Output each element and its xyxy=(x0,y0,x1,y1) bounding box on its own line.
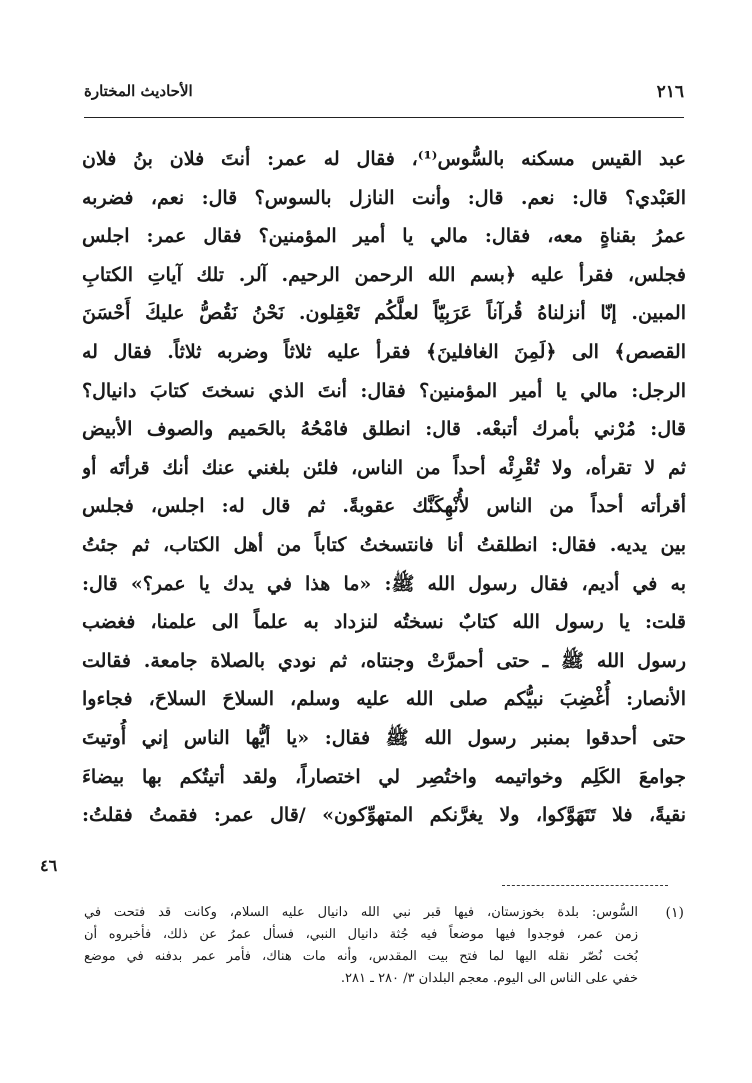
text-line: فجلس، فقرأ عليه ﴿بسم الله الرحمن الرحيم. آلر. تلك آياتِ الكتابِ xyxy=(82,263,686,286)
page-header xyxy=(84,82,684,110)
text-line: العَبْدي؟ قال: نعم. قال: وأنت النازل بالسوس؟ قال: نعم، فضربه xyxy=(82,186,686,209)
footnote-marker: (١) xyxy=(665,905,684,921)
text-line: عمرُ بقناةٍ معه، فقال: مالي يا أمير المؤمنين؟ فقال عمر: اجلس xyxy=(82,225,686,248)
footnote-line: خفي على الناس الى اليوم. معجم البلدان ٣/ ٢٨٠ ـ ٢٨١. xyxy=(340,971,638,986)
header-rule xyxy=(84,117,684,118)
text-line: نقيةً، فلا تَتَهَوَّكوا، ولا يغرَّنكم المتهوِّكون» /قال عمر: فقمتُ فقلتُ: xyxy=(82,804,686,827)
text-line: ثم لا تقرأه، ولا تُقْرِئْه أحداً من الناس، فلئن بلغني عنك أنك قرأتَه أو xyxy=(82,456,686,479)
text-line: أقرأته أحداً من الناس لأُنْهِكَنَّك عقوبةً. ثم قال له: اجلس، فجلس xyxy=(82,495,686,518)
text-line: به في أديم، فقال رسول الله ﷺ: «ما هذا في يدك يا عمر؟» قال: xyxy=(82,572,686,595)
footnote-body xyxy=(84,902,638,990)
text-line: قال: مُرْني بأمرك أتبعْه. قال: انطلق فامْحُهُ بالحَميم والصوف الأبيض xyxy=(82,418,686,441)
margin-page-reference: ٤٦ xyxy=(40,856,58,875)
text-line: رسول الله ﷺ ـ حتى أحمرَّتْ وجنتاه، ثم نودي بالصلاة جامعة. فقالت xyxy=(82,649,686,672)
text-line: الرجل: مالي يا أمير المؤمنين؟ فقال: أنتَ الذي نسختَ كتابَ دانيال؟ xyxy=(82,379,686,402)
text-line: عبد القيس مسكنه بالسُّوس⁽¹⁾، فقال له عمر: أنتَ فلان بنُ فلان xyxy=(82,148,686,170)
text-line: حتى أحدقوا بمنبر رسول الله ﷺ فقال: «يا أيُّها الناس إني أُوتيتَ xyxy=(82,726,686,749)
footnote-line: زمن عمر، فوجدوا فيها موضعاً فيه جُثة دانيال النبي، فسأل عمرُ عن ذلك، فأخبروه أن xyxy=(84,927,638,942)
page-number: ٢١٦ xyxy=(656,82,684,102)
text-line: القصص﴾ الى ﴿لَمِنَ الغافلينَ﴾ فقرأ عليه ثلاثاً وضربه ثلاثاً. فقال له xyxy=(82,340,686,363)
footnote-line: السُّوس: بلدة بخوزستان، فيها قبر نبي الله دانيال عليه السلام، وكانت قد فتحت في xyxy=(84,905,638,920)
main-text xyxy=(82,140,686,835)
text-line: قلت: يا رسول الله كتابٌ نسختُه لنزداد به علماً الى علمنا، فغضب xyxy=(82,611,686,634)
text-line: الأنصار: أُغْضِبَ نبيُّكم صلى الله عليه وسلم، السلاحَ السلاحَ، فجاءوا xyxy=(82,688,686,711)
footnote-separator xyxy=(502,885,668,886)
text-line: المبين. إنّا أنزلناهُ قُرآناً عَرَبِيّاً لعلَّكُم تَعْقِلون. نَحْنُ نَقُصُّ عليكَ أَحْسَنَ xyxy=(82,302,686,325)
text-line: بين يديه. فقال: انطلقتُ أنا فانتسختُ كتاباً من أهل الكتاب، ثم جئتُ xyxy=(82,533,686,556)
text-line: جوامعَ الكَلِم وخواتيمه واختُصِر لي اختصاراً، ولقد أتيتُكم بها بيضاءَ xyxy=(82,765,686,788)
footnote-section xyxy=(84,902,684,990)
running-title: الأحاديث المختارة xyxy=(84,82,193,100)
footnote-line: بُخت نُصّر نقله اليها لما فتح بيت المقدس، وأنه مات هناك، فأمر عمر بدفنه في موضع xyxy=(84,949,638,964)
